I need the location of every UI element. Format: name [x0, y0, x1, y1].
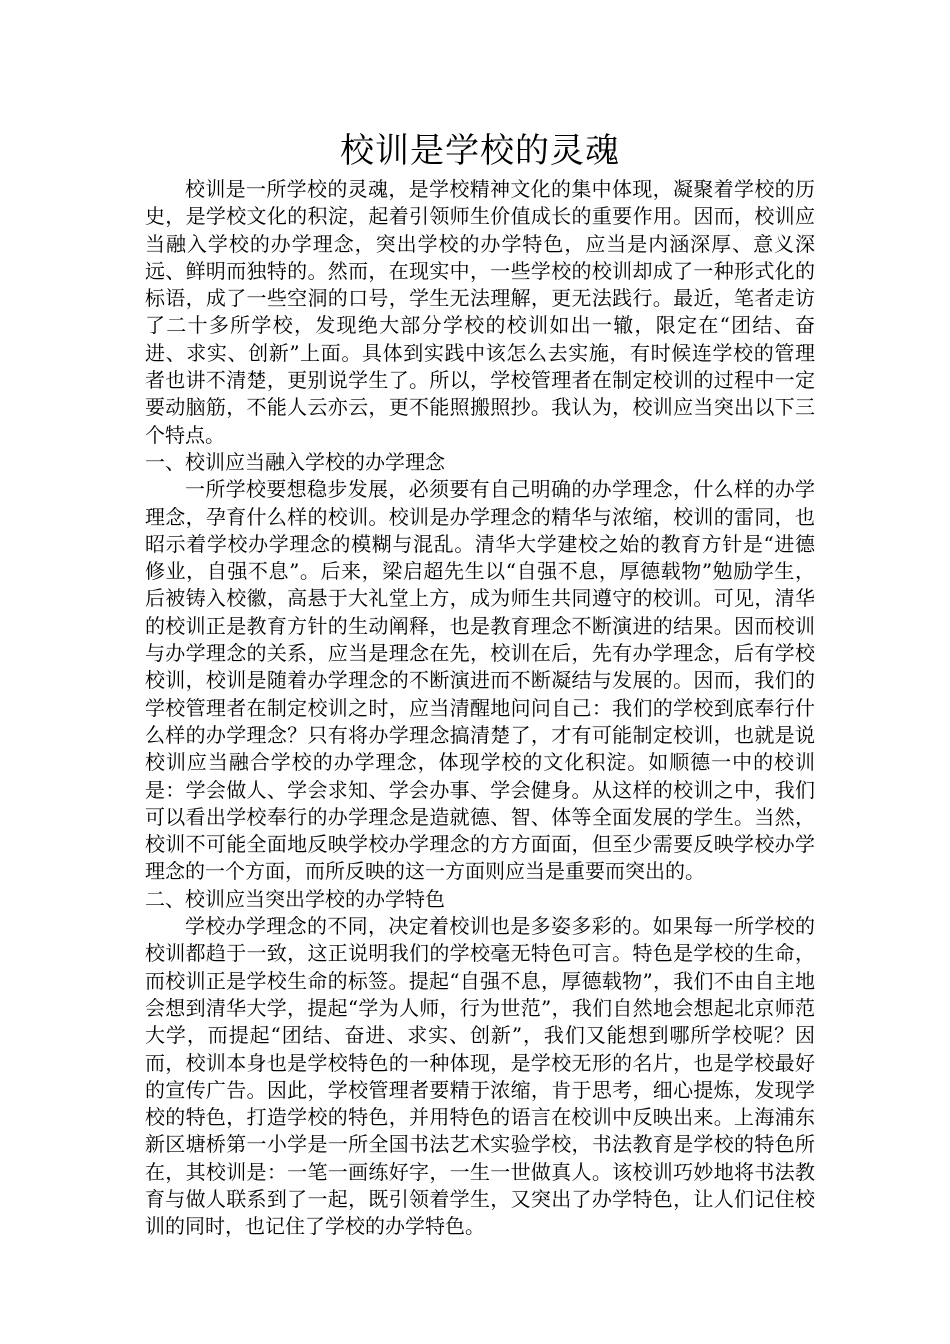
- intro-paragraph: 校训是一所学校的灵魂，是学校精神文化的集中体现，凝聚着学校的历史，是学校文化的积淀，起着引领师生价值成长的重要作用。因而，校训应当融入学校的办学理念，突出学校的办学特色，应当是内涵深厚、意义深远、鲜明而独特的。然而，在现实中，一些学校的校训却成了一种形式化的标语，成了一些空洞的口号，学生无法理解，更无法践行。最近，笔者走访了二十多所学校，发现绝大部分学校的校训如出一辙，限定在“团结、奋进、求实、创新”上面。具体到实践中该怎么去实施，有时候连学校的管理者也讲不清楚，更别说学生了。所以，学校管理者在制定校训的过程中一定要动脑筋，不能人云亦云，更不能照搬照抄。我认为，校训应当突出以下三个特点。: [145, 177, 815, 447]
- section-paragraph-2: 学校办学理念的不同，决定着校训也是多姿多彩的。如果每一所学校的校训都趋于一致，这正说明我们的学校毫无特色可言。特色是学校的生命，而校训正是学校生命的标签。提起“自强不息，厚德载物”，我们不由自主地会想到清华大学，提起“学为人师，行为世范”，我们自然地会想起北京师范大学，而提起“团结、奋进、求实、创新”，我们又能想到哪所学校呢？因而，校训本身也是学校特色的一种体现，是学校无形的名片，也是学校最好的宣传广告。因此，学校管理者要精于浓缩，肯于思考，细心提炼，发现学校的特色，打造学校的特色，并用特色的语言在校训中反映出来。上海浦东新区塘桥第一小学是一所全国书法艺术实验学校，书法教育是学校的特色所在，其校训是：一笔一画练好字，一生一世做真人。该校训巧妙地将书法教育与做人联系到了一起，既引领着学生，又突出了办学特色，让人们记住校训的同时，也记住了学校的办学特色。: [145, 914, 815, 1239]
- document-title: 校训是学校的灵魂: [340, 131, 620, 171]
- document-body: [145, 126, 815, 1241]
- section-heading-2: 二、校训应当突出学校的办学特色: [145, 886, 445, 911]
- section-heading-1: 一、校训应当融入学校的办学理念: [145, 449, 445, 474]
- section-paragraph-1: 一所学校要想稳步发展，必须要有自己明确的办学理念，什么样的办学理念，孕育什么样的校训。校训是办学理念的精华与浓缩，校训的雷同，也昭示着学校办学理念的模糊与混乱。清华大学建校之始的教育方针是“进德修业，自强不息”。后来，梁启超先生以“自强不息，厚德载物”勉励学生，后被铸入校徽，高悬于大礼堂上方，成为师生共同遵守的校训。可见，清华的校训正是教育方针的生动阐释，也是教育理念不断演进的结果。因而校训与办学理念的关系，应当是理念在先，校训在后，先有办学理念，后有学校校训，校训是随着办学理念的不断演进而不断凝结与发展的。因而，我们的学校管理者在制定校训之时，应当清醒地问问自己：我们的学校到底奉行什么样的办学理念？只有将办学理念搞清楚了，才有可能制定校训，也就是说校训应当融合学校的办学理念，体现学校的文化积淀。如顺德一中的校训是：学会做人、学会求知、学会办事、学会健身。从这样的校训之中，我们可以看出学校奉行的办学理念是造就德、智、体等全面发展的学生。当然，校训不可能全面地反映学校办学理念的方方面面，但至少需要反映学校办学理念的一个方面，而所反映的这一方面则应当是重要而突出的。: [145, 477, 815, 884]
